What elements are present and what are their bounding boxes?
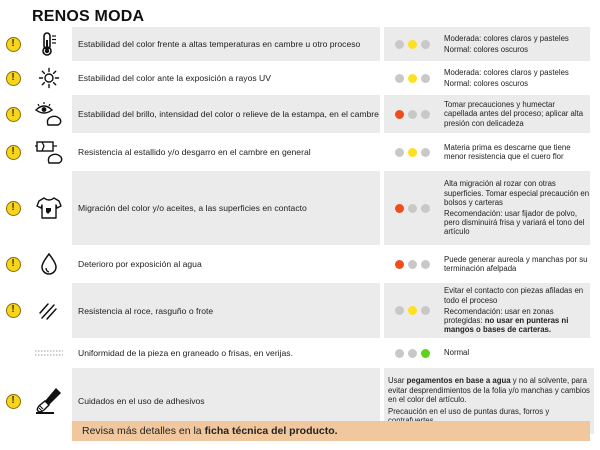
rating-dot-yellow: [408, 40, 417, 49]
property-description: Cuidados en el uso de adhesivos: [72, 368, 380, 434]
dotted-lines-icon: [26, 340, 72, 366]
rating-dot-green: [421, 349, 430, 358]
property-note: Materia prima es descarne que tiene menor resistencia que el cuero flor: [444, 142, 571, 161]
rating-dot-yellow: [408, 148, 417, 157]
rating-dot-red: [395, 204, 404, 213]
rating-dot-red: [395, 306, 404, 315]
property-row: [0, 247, 600, 281]
page-title: RENOS MODA: [32, 8, 145, 25]
warning-icon: !: [6, 201, 21, 216]
warning-icon: !: [6, 107, 21, 122]
rating-dot-red: [395, 110, 404, 119]
rating-dot-yellow: [408, 110, 417, 119]
rating-dots: [384, 95, 440, 133]
property-note: Puede generar aureola y manchas por su terminación afelpada: [444, 254, 588, 273]
rating-dot-red: [395, 349, 404, 358]
property-note: Normal: [444, 348, 470, 358]
property-description: Estabilidad del color frente a altas temperaturas en cambre u otro proceso: [72, 27, 380, 61]
rating-dot-yellow: [408, 74, 417, 83]
property-note: Alta migración al rozar con otras superficies. Tomar especial precaución en bolsos y carteras Recomendación: usar fijador de polvo, pero disminuirá frisa y variará el tono del artículo: [440, 171, 590, 245]
rating-dot-red: [395, 74, 404, 83]
tshirt-icon: [26, 171, 72, 245]
details-footer: Revisa más detalles en la ficha técnica del producto.: [72, 421, 590, 441]
rating-dot-red: [395, 40, 404, 49]
property-row: [0, 340, 600, 366]
rating-dots: [384, 171, 440, 245]
property-note: Evitar el contacto con piezas afiladas en todo el proceso Recomendación: usar en zonas protegidas: no usar en punteras ni mangos o bases de carteras.: [440, 283, 590, 338]
rating-dot-yellow: [408, 260, 417, 269]
property-description: Resistencia al estallido y/o desgarro en el cambre en general: [78, 147, 311, 157]
rating-dot-red: [395, 260, 404, 269]
rating-dot-green: [421, 40, 430, 49]
water-drop-icon: [26, 247, 72, 281]
property-description: Deterioro por exposición al agua: [78, 259, 202, 269]
product-sheet-link[interactable]: ficha técnica del producto.: [204, 425, 338, 437]
rating-dot-green: [421, 204, 430, 213]
rating-dots: [384, 135, 440, 169]
rating-dots: [384, 247, 440, 281]
property-row: [0, 171, 600, 245]
property-row: [0, 63, 600, 93]
rating-dot-green: [421, 148, 430, 157]
property-description: Estabilidad del color ante la exposición a rayos UV: [78, 73, 271, 83]
rating-dot-green: [421, 110, 430, 119]
warning-icon: !: [6, 71, 21, 86]
property-description: Resistencia al roce, rasguño o frote: [72, 283, 380, 338]
property-description: Migración del color y/o aceites, a las superficies en contacto: [72, 171, 380, 245]
warning-icon: !: [6, 37, 21, 52]
property-note: Moderada: colores claros y pasteles Normal: colores oscuros: [444, 67, 569, 88]
stretch-tear-icon: [26, 135, 72, 169]
glue-brush-icon: [26, 368, 72, 434]
rating-dots: [384, 283, 440, 338]
thermometer-icon: [26, 27, 72, 61]
rating-dots: [384, 27, 440, 61]
rating-dot-yellow: [408, 306, 417, 315]
warning-icon: !: [6, 303, 21, 318]
warning-icon: !: [6, 394, 21, 409]
property-row: [0, 95, 600, 133]
scratch-icon: [26, 283, 72, 338]
property-row: [0, 27, 600, 61]
rating-dot-green: [421, 74, 430, 83]
rating-dot-green: [421, 306, 430, 315]
warning-icon: !: [6, 257, 21, 272]
rating-dots: [384, 63, 440, 93]
property-description: Estabilidad del brillo, intensidad del color o relieve de la estampa, en el cambre: [72, 95, 380, 133]
property-note: Usar pegamentos en base a agua y no al solvente, para evitar desprendimientos de la folia y/o manchas y cambios en el color del artículo. Precaución en el uso de puntas duras, forros y: [384, 368, 594, 434]
properties-table: [0, 27, 600, 436]
rating-dot-yellow: [408, 349, 417, 358]
property-row: [0, 283, 600, 338]
rating-dot-yellow: [408, 204, 417, 213]
eye-hand-icon: [26, 95, 72, 133]
rating-dots: [384, 340, 440, 366]
rating-dot-green: [421, 260, 430, 269]
rating-dot-red: [395, 148, 404, 157]
warning-icon: !: [6, 145, 21, 160]
property-note: Tomar precauciones y humectar capellada antes del proceso; aplicar alta presión con delicadeza: [440, 95, 590, 133]
property-row: [0, 135, 600, 169]
property-note: Moderada: colores claros y pasteles Normal: colores oscuros: [440, 27, 590, 61]
sun-icon: [26, 63, 72, 93]
property-description: Uniformidad de la pieza en graneado o frisas, en verijas.: [78, 348, 293, 358]
